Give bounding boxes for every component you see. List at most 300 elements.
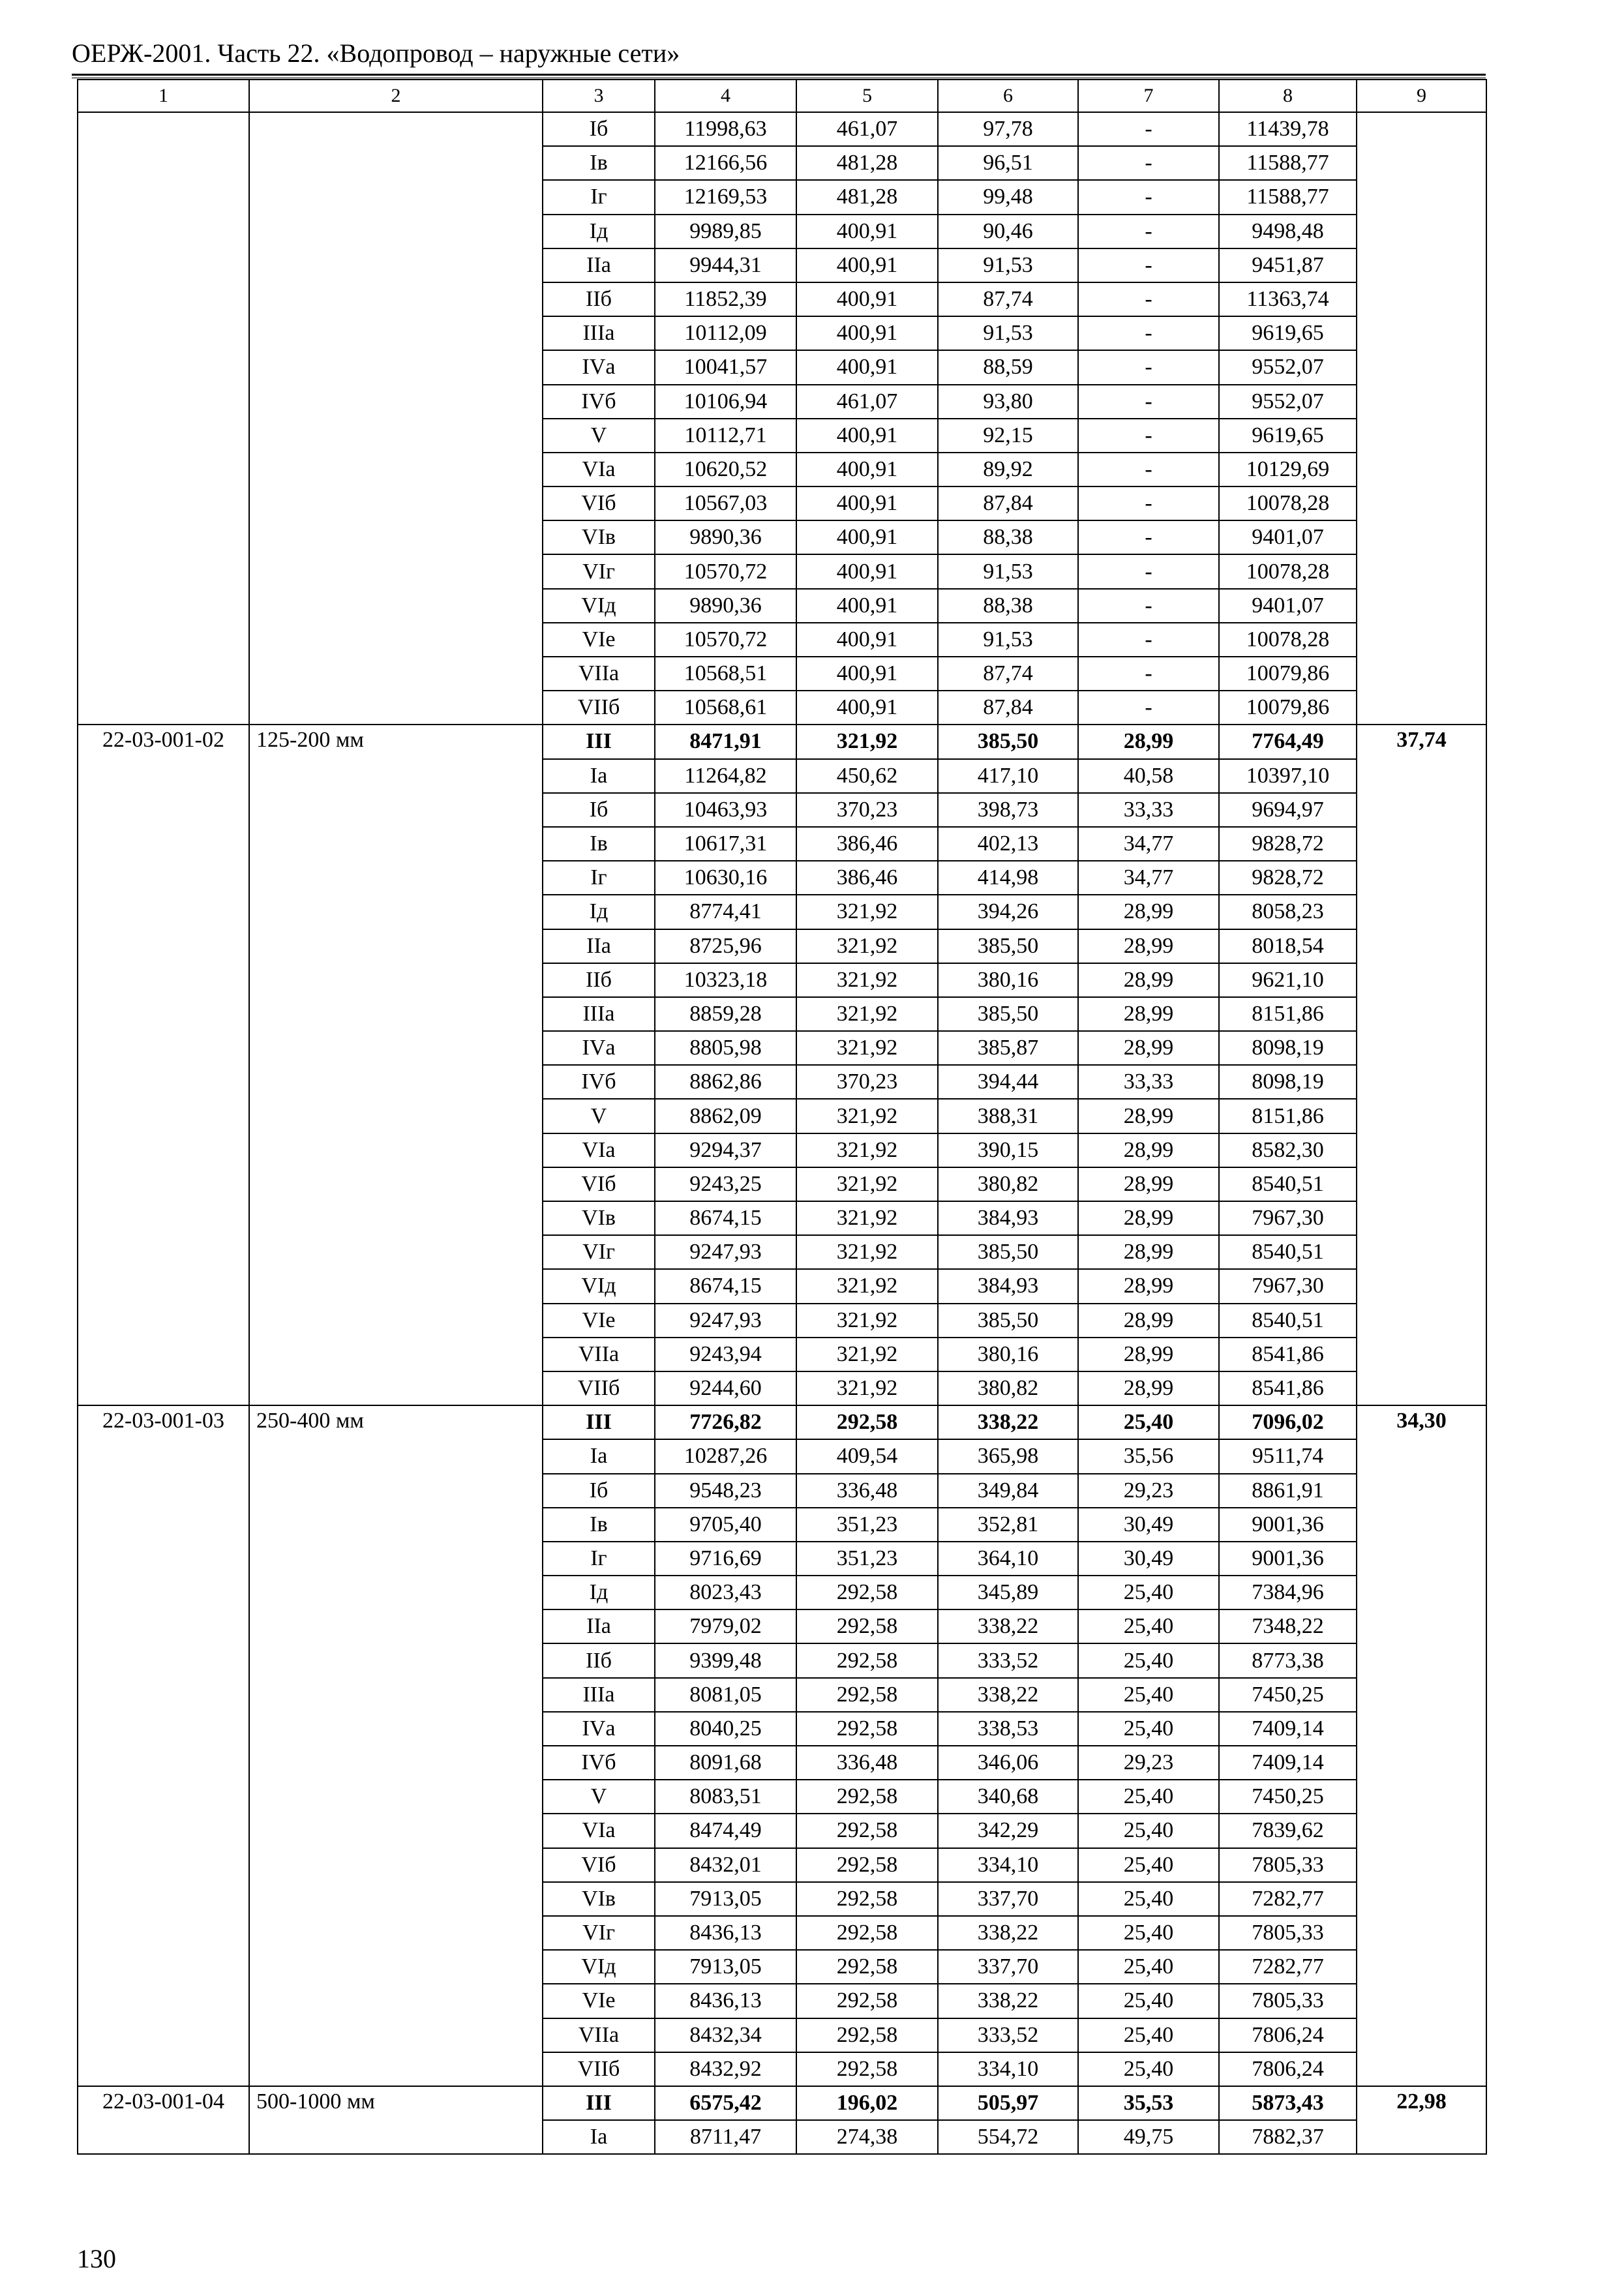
materials-cell: 9828,72: [1219, 827, 1357, 861]
wages-cell: 400,91: [796, 554, 938, 588]
wages-cell: 400,91: [796, 486, 938, 520]
total-cost-cell: 10323,18: [655, 963, 796, 997]
wages-cell: 351,23: [796, 1542, 938, 1576]
materials-cell: 8151,86: [1219, 1099, 1357, 1133]
total-cost-cell: 10287,26: [655, 1439, 796, 1473]
price-table-container: [77, 79, 1486, 2155]
total-cost-cell: 10463,93: [655, 793, 796, 827]
total-cost-cell: 8081,05: [655, 1678, 796, 1712]
zone-cell: VIб: [543, 1167, 655, 1201]
machinist-wages-cell: 28,99: [1078, 1338, 1219, 1371]
machinist-wages-cell: 25,40: [1078, 1712, 1219, 1746]
zone-cell: IVа: [543, 1712, 655, 1746]
table-row: [78, 2086, 1486, 2120]
machines-cell: 91,53: [938, 248, 1078, 282]
machines-cell: 334,10: [938, 1848, 1078, 1882]
zone-cell: VIд: [543, 1269, 655, 1303]
machines-cell: 385,50: [938, 725, 1078, 758]
machines-cell: 505,97: [938, 2086, 1078, 2120]
column-number-2: 2: [249, 80, 543, 112]
machines-cell: 388,31: [938, 1099, 1078, 1133]
machines-cell: 364,10: [938, 1542, 1078, 1576]
machinist-wages-cell: 25,40: [1078, 1780, 1219, 1814]
machinist-wages-cell: -: [1078, 623, 1219, 657]
materials-cell: 7839,62: [1219, 1814, 1357, 1848]
wages-cell: 400,91: [796, 282, 938, 316]
materials-cell: 7282,77: [1219, 1882, 1357, 1916]
machinist-wages-cell: 33,33: [1078, 1065, 1219, 1099]
zone-cell: VIIа: [543, 1338, 655, 1371]
materials-cell: 7450,25: [1219, 1780, 1357, 1814]
total-cost-cell: 10106,94: [655, 385, 796, 419]
machines-cell: 93,80: [938, 385, 1078, 419]
materials-cell: 8058,23: [1219, 895, 1357, 929]
materials-cell: 8861,91: [1219, 1474, 1357, 1508]
machines-cell: 91,53: [938, 623, 1078, 657]
zone-cell: VIг: [543, 554, 655, 588]
total-cost-cell: 10570,72: [655, 623, 796, 657]
zone-cell: Iв: [543, 827, 655, 861]
zone-cell: IIIа: [543, 1678, 655, 1712]
machinist-wages-cell: 28,99: [1078, 963, 1219, 997]
machinist-wages-cell: 25,40: [1078, 2052, 1219, 2086]
materials-cell: 10397,10: [1219, 759, 1357, 793]
materials-cell: 11588,77: [1219, 180, 1357, 214]
materials-cell: 9001,36: [1219, 1542, 1357, 1576]
machines-cell: 554,72: [938, 2120, 1078, 2154]
materials-cell: 8540,51: [1219, 1167, 1357, 1201]
machines-cell: 338,22: [938, 1984, 1078, 2018]
zone-cell: V: [543, 419, 655, 453]
wages-cell: 400,91: [796, 350, 938, 384]
wages-cell: 321,92: [796, 1201, 938, 1235]
total-cost-cell: 10617,31: [655, 827, 796, 861]
total-cost-cell: 10112,09: [655, 316, 796, 350]
materials-cell: 7806,24: [1219, 2052, 1357, 2086]
materials-cell: 11363,74: [1219, 282, 1357, 316]
wages-cell: 321,92: [796, 929, 938, 963]
materials-cell: 9619,65: [1219, 419, 1357, 453]
machines-cell: 99,48: [938, 180, 1078, 214]
materials-cell: 10078,28: [1219, 623, 1357, 657]
wages-cell: 450,62: [796, 759, 938, 793]
total-cost-cell: 9890,36: [655, 589, 796, 623]
column-number-row: [78, 80, 1486, 112]
zone-cell: III: [543, 1405, 655, 1439]
materials-cell: 9498,48: [1219, 215, 1357, 248]
materials-cell: 5873,43: [1219, 2086, 1357, 2120]
zone-cell: Iб: [543, 1474, 655, 1508]
machines-cell: 385,87: [938, 1031, 1078, 1065]
machines-cell: 333,52: [938, 2018, 1078, 2052]
materials-cell: 7096,02: [1219, 1405, 1357, 1439]
machines-cell: 88,59: [938, 350, 1078, 384]
total-cost-cell: 10568,61: [655, 691, 796, 725]
wages-cell: 292,58: [796, 1780, 938, 1814]
wages-cell: 292,58: [796, 1916, 938, 1950]
machinist-wages-cell: 28,99: [1078, 929, 1219, 963]
total-cost-cell: 12166,56: [655, 146, 796, 180]
machines-cell: 87,74: [938, 657, 1078, 691]
column-number-5: 5: [796, 80, 938, 112]
total-cost-cell: 8805,98: [655, 1031, 796, 1065]
wages-cell: 292,58: [796, 1848, 938, 1882]
machines-cell: 398,73: [938, 793, 1078, 827]
materials-cell: 11588,77: [1219, 146, 1357, 180]
wages-cell: 400,91: [796, 453, 938, 486]
labor-index: [1357, 112, 1486, 725]
machinist-wages-cell: 25,40: [1078, 1814, 1219, 1848]
zone-cell: V: [543, 1780, 655, 1814]
table-body: [78, 112, 1486, 2154]
machines-cell: 92,15: [938, 419, 1078, 453]
zone-cell: Iг: [543, 861, 655, 895]
zone-cell: VIа: [543, 1814, 655, 1848]
machinist-wages-cell: 25,40: [1078, 1950, 1219, 1984]
zone-cell: IIб: [543, 963, 655, 997]
machinist-wages-cell: 28,99: [1078, 1167, 1219, 1201]
total-cost-cell: 8674,15: [655, 1201, 796, 1235]
total-cost-cell: 6575,42: [655, 2086, 796, 2120]
machinist-wages-cell: -: [1078, 112, 1219, 146]
materials-cell: 7806,24: [1219, 2018, 1357, 2052]
total-cost-cell: 8725,96: [655, 929, 796, 963]
wages-cell: 292,58: [796, 1950, 938, 1984]
total-cost-cell: 9247,93: [655, 1304, 796, 1338]
wages-cell: 400,91: [796, 691, 938, 725]
machines-cell: 380,16: [938, 1338, 1078, 1371]
wages-cell: 321,92: [796, 1099, 938, 1133]
machinist-wages-cell: 25,40: [1078, 1609, 1219, 1643]
zone-cell: IIIа: [543, 316, 655, 350]
total-cost-cell: 9548,23: [655, 1474, 796, 1508]
total-cost-cell: 7913,05: [655, 1882, 796, 1916]
zone-cell: IIа: [543, 248, 655, 282]
zone-cell: Iа: [543, 2120, 655, 2154]
materials-cell: 11439,78: [1219, 112, 1357, 146]
wages-cell: 409,54: [796, 1439, 938, 1473]
wages-cell: 321,92: [796, 725, 938, 758]
pipe-diameter: 125-200 мм: [249, 725, 543, 1405]
materials-cell: 9401,07: [1219, 589, 1357, 623]
materials-cell: 7764,49: [1219, 725, 1357, 758]
machinist-wages-cell: -: [1078, 520, 1219, 554]
total-cost-cell: 8432,92: [655, 2052, 796, 2086]
wages-cell: 400,91: [796, 623, 938, 657]
materials-cell: 7348,22: [1219, 1609, 1357, 1643]
machinist-wages-cell: 29,23: [1078, 1474, 1219, 1508]
wages-cell: 386,46: [796, 861, 938, 895]
machinist-wages-cell: -: [1078, 180, 1219, 214]
header-rule: [72, 74, 1486, 76]
machinist-wages-cell: 30,49: [1078, 1508, 1219, 1542]
zone-cell: VIIб: [543, 2052, 655, 2086]
machines-cell: 380,82: [938, 1371, 1078, 1405]
total-cost-cell: 8862,86: [655, 1065, 796, 1099]
materials-cell: 7384,96: [1219, 1576, 1357, 1609]
materials-cell: 9552,07: [1219, 350, 1357, 384]
total-cost-cell: 8040,25: [655, 1712, 796, 1746]
wages-cell: 321,92: [796, 1338, 938, 1371]
machines-cell: 88,38: [938, 520, 1078, 554]
zone-cell: VIб: [543, 486, 655, 520]
machinist-wages-cell: -: [1078, 657, 1219, 691]
machines-cell: 384,93: [938, 1269, 1078, 1303]
machinist-wages-cell: 25,40: [1078, 1848, 1219, 1882]
zone-cell: VIб: [543, 1848, 655, 1882]
wages-cell: 292,58: [796, 1405, 938, 1439]
rate-code: 22-03-001-02: [78, 725, 249, 1405]
materials-cell: 8541,86: [1219, 1338, 1357, 1371]
machines-cell: 390,15: [938, 1133, 1078, 1167]
zone-cell: Iд: [543, 1576, 655, 1609]
zone-cell: VIг: [543, 1916, 655, 1950]
machines-cell: 385,50: [938, 1304, 1078, 1338]
column-number-4: 4: [655, 80, 796, 112]
column-number-6: 6: [938, 80, 1078, 112]
pipe-diameter: [249, 112, 543, 725]
machinist-wages-cell: -: [1078, 316, 1219, 350]
pipe-diameter: 250-400 мм: [249, 1405, 543, 2086]
rate-code: [78, 112, 249, 725]
table-row: [78, 1405, 1486, 1439]
zone-cell: IIIа: [543, 997, 655, 1031]
wages-cell: 321,92: [796, 1304, 938, 1338]
machinist-wages-cell: 25,40: [1078, 1643, 1219, 1677]
wages-cell: 321,92: [796, 997, 938, 1031]
materials-cell: 7409,14: [1219, 1746, 1357, 1780]
labor-index: 22,98: [1357, 2086, 1486, 2154]
total-cost-cell: 10568,51: [655, 657, 796, 691]
total-cost-cell: 9716,69: [655, 1542, 796, 1576]
machinist-wages-cell: 25,40: [1078, 2018, 1219, 2052]
total-cost-cell: 8711,47: [655, 2120, 796, 2154]
machinist-wages-cell: 28,99: [1078, 1269, 1219, 1303]
rate-code: 22-03-001-03: [78, 1405, 249, 2086]
machinist-wages-cell: 28,99: [1078, 1031, 1219, 1065]
machines-cell: 89,92: [938, 453, 1078, 486]
machines-cell: 345,89: [938, 1576, 1078, 1609]
zone-cell: VIв: [543, 1882, 655, 1916]
zone-cell: VIд: [543, 589, 655, 623]
total-cost-cell: 9890,36: [655, 520, 796, 554]
total-cost-cell: 9247,93: [655, 1235, 796, 1269]
total-cost-cell: 8859,28: [655, 997, 796, 1031]
total-cost-cell: 12169,53: [655, 180, 796, 214]
column-number-8: 8: [1219, 80, 1357, 112]
materials-cell: 8151,86: [1219, 997, 1357, 1031]
wages-cell: 400,91: [796, 657, 938, 691]
machinist-wages-cell: 28,99: [1078, 1201, 1219, 1235]
materials-cell: 9828,72: [1219, 861, 1357, 895]
wages-cell: 481,28: [796, 180, 938, 214]
materials-cell: 8098,19: [1219, 1031, 1357, 1065]
total-cost-cell: 7979,02: [655, 1609, 796, 1643]
machines-cell: 87,84: [938, 486, 1078, 520]
machines-cell: 380,82: [938, 1167, 1078, 1201]
price-table: [77, 79, 1487, 2155]
machines-cell: 337,70: [938, 1950, 1078, 1984]
machinist-wages-cell: 30,49: [1078, 1542, 1219, 1576]
zone-cell: IIб: [543, 282, 655, 316]
materials-cell: 8773,38: [1219, 1643, 1357, 1677]
machinist-wages-cell: 28,99: [1078, 1133, 1219, 1167]
wages-cell: 461,07: [796, 385, 938, 419]
zone-cell: IVа: [543, 1031, 655, 1065]
total-cost-cell: 9294,37: [655, 1133, 796, 1167]
zone-cell: VIIа: [543, 657, 655, 691]
machinist-wages-cell: 28,99: [1078, 1371, 1219, 1405]
machines-cell: 394,26: [938, 895, 1078, 929]
zone-cell: IVб: [543, 1746, 655, 1780]
total-cost-cell: 8474,49: [655, 1814, 796, 1848]
total-cost-cell: 8471,91: [655, 725, 796, 758]
wages-cell: 321,92: [796, 1235, 938, 1269]
wages-cell: 292,58: [796, 1678, 938, 1712]
total-cost-cell: 11852,39: [655, 282, 796, 316]
machines-cell: 342,29: [938, 1814, 1078, 1848]
total-cost-cell: 8432,34: [655, 2018, 796, 2052]
zone-cell: VIе: [543, 1984, 655, 2018]
zone-cell: VIд: [543, 1950, 655, 1984]
materials-cell: 8540,51: [1219, 1235, 1357, 1269]
zone-cell: VIв: [543, 1201, 655, 1235]
materials-cell: 7409,14: [1219, 1712, 1357, 1746]
machinist-wages-cell: -: [1078, 350, 1219, 384]
total-cost-cell: 8436,13: [655, 1984, 796, 2018]
machinist-wages-cell: 28,99: [1078, 895, 1219, 929]
materials-cell: 8018,54: [1219, 929, 1357, 963]
materials-cell: 8098,19: [1219, 1065, 1357, 1099]
total-cost-cell: 8436,13: [655, 1916, 796, 1950]
zone-cell: VIIа: [543, 2018, 655, 2052]
zone-cell: IVа: [543, 350, 655, 384]
machinist-wages-cell: -: [1078, 146, 1219, 180]
materials-cell: 7805,33: [1219, 1848, 1357, 1882]
zone-cell: III: [543, 725, 655, 758]
machines-cell: 338,22: [938, 1678, 1078, 1712]
zone-cell: Iг: [543, 1542, 655, 1576]
machinist-wages-cell: 28,99: [1078, 725, 1219, 758]
total-cost-cell: 10112,71: [655, 419, 796, 453]
materials-cell: 9401,07: [1219, 520, 1357, 554]
wages-cell: 321,92: [796, 1167, 938, 1201]
wages-cell: 461,07: [796, 112, 938, 146]
machinist-wages-cell: 28,99: [1078, 1235, 1219, 1269]
wages-cell: 292,58: [796, 2052, 938, 2086]
materials-cell: 10129,69: [1219, 453, 1357, 486]
materials-cell: 10079,86: [1219, 691, 1357, 725]
machines-cell: 96,51: [938, 146, 1078, 180]
machinist-wages-cell: -: [1078, 453, 1219, 486]
machinist-wages-cell: 29,23: [1078, 1746, 1219, 1780]
zone-cell: VIг: [543, 1235, 655, 1269]
materials-cell: 7967,30: [1219, 1269, 1357, 1303]
pipe-diameter: 500-1000 мм: [249, 2086, 543, 2154]
zone-cell: Iд: [543, 895, 655, 929]
zone-cell: VIа: [543, 1133, 655, 1167]
machinist-wages-cell: 33,33: [1078, 793, 1219, 827]
total-cost-cell: 8862,09: [655, 1099, 796, 1133]
zone-cell: Iд: [543, 215, 655, 248]
materials-cell: 10078,28: [1219, 554, 1357, 588]
machinist-wages-cell: 28,99: [1078, 997, 1219, 1031]
machines-cell: 365,98: [938, 1439, 1078, 1473]
page-header-title: ОЕРЖ-2001. Часть 22. «Водопровод – наружные сети»: [72, 38, 680, 68]
materials-cell: 9001,36: [1219, 1508, 1357, 1542]
machines-cell: 91,53: [938, 554, 1078, 588]
materials-cell: 7805,33: [1219, 1916, 1357, 1950]
machinist-wages-cell: 49,75: [1078, 2120, 1219, 2154]
wages-cell: 292,58: [796, 1882, 938, 1916]
zone-cell: Iг: [543, 180, 655, 214]
zone-cell: Iб: [543, 793, 655, 827]
zone-cell: III: [543, 2086, 655, 2120]
materials-cell: 7805,33: [1219, 1984, 1357, 2018]
total-cost-cell: 9399,48: [655, 1643, 796, 1677]
table-row: [78, 725, 1486, 758]
total-cost-cell: 8091,68: [655, 1746, 796, 1780]
wages-cell: 321,92: [796, 1031, 938, 1065]
materials-cell: 8541,86: [1219, 1371, 1357, 1405]
wages-cell: 336,48: [796, 1474, 938, 1508]
materials-cell: 9511,74: [1219, 1439, 1357, 1473]
labor-index: 34,30: [1357, 1405, 1486, 2086]
zone-cell: VIе: [543, 1304, 655, 1338]
total-cost-cell: 8023,43: [655, 1576, 796, 1609]
machinist-wages-cell: 25,40: [1078, 1984, 1219, 2018]
machinist-wages-cell: -: [1078, 554, 1219, 588]
total-cost-cell: 9705,40: [655, 1508, 796, 1542]
wages-cell: 400,91: [796, 248, 938, 282]
zone-cell: IIа: [543, 1609, 655, 1643]
machinist-wages-cell: 25,40: [1078, 1576, 1219, 1609]
wages-cell: 321,92: [796, 1133, 938, 1167]
machines-cell: 414,98: [938, 861, 1078, 895]
zone-cell: IVб: [543, 385, 655, 419]
wages-cell: 336,48: [796, 1746, 938, 1780]
wages-cell: 351,23: [796, 1508, 938, 1542]
total-cost-cell: 9989,85: [655, 215, 796, 248]
machinist-wages-cell: -: [1078, 215, 1219, 248]
machines-cell: 340,68: [938, 1780, 1078, 1814]
labor-index: 37,74: [1357, 725, 1486, 1405]
machines-cell: 338,53: [938, 1712, 1078, 1746]
total-cost-cell: 8083,51: [655, 1780, 796, 1814]
machines-cell: 338,22: [938, 1916, 1078, 1950]
wages-cell: 292,58: [796, 1814, 938, 1848]
machinist-wages-cell: 25,40: [1078, 1405, 1219, 1439]
wages-cell: 321,92: [796, 963, 938, 997]
machines-cell: 91,53: [938, 316, 1078, 350]
materials-cell: 9694,97: [1219, 793, 1357, 827]
machines-cell: 338,22: [938, 1609, 1078, 1643]
total-cost-cell: 7726,82: [655, 1405, 796, 1439]
total-cost-cell: 10630,16: [655, 861, 796, 895]
machines-cell: 402,13: [938, 827, 1078, 861]
machinist-wages-cell: 35,53: [1078, 2086, 1219, 2120]
machines-cell: 338,22: [938, 1405, 1078, 1439]
total-cost-cell: 9944,31: [655, 248, 796, 282]
zone-cell: VIа: [543, 453, 655, 486]
wages-cell: 292,58: [796, 2018, 938, 2052]
total-cost-cell: 8674,15: [655, 1269, 796, 1303]
zone-cell: V: [543, 1099, 655, 1133]
machines-cell: 394,44: [938, 1065, 1078, 1099]
machinist-wages-cell: 28,99: [1078, 1099, 1219, 1133]
total-cost-cell: 10620,52: [655, 453, 796, 486]
wages-cell: 321,92: [796, 1269, 938, 1303]
